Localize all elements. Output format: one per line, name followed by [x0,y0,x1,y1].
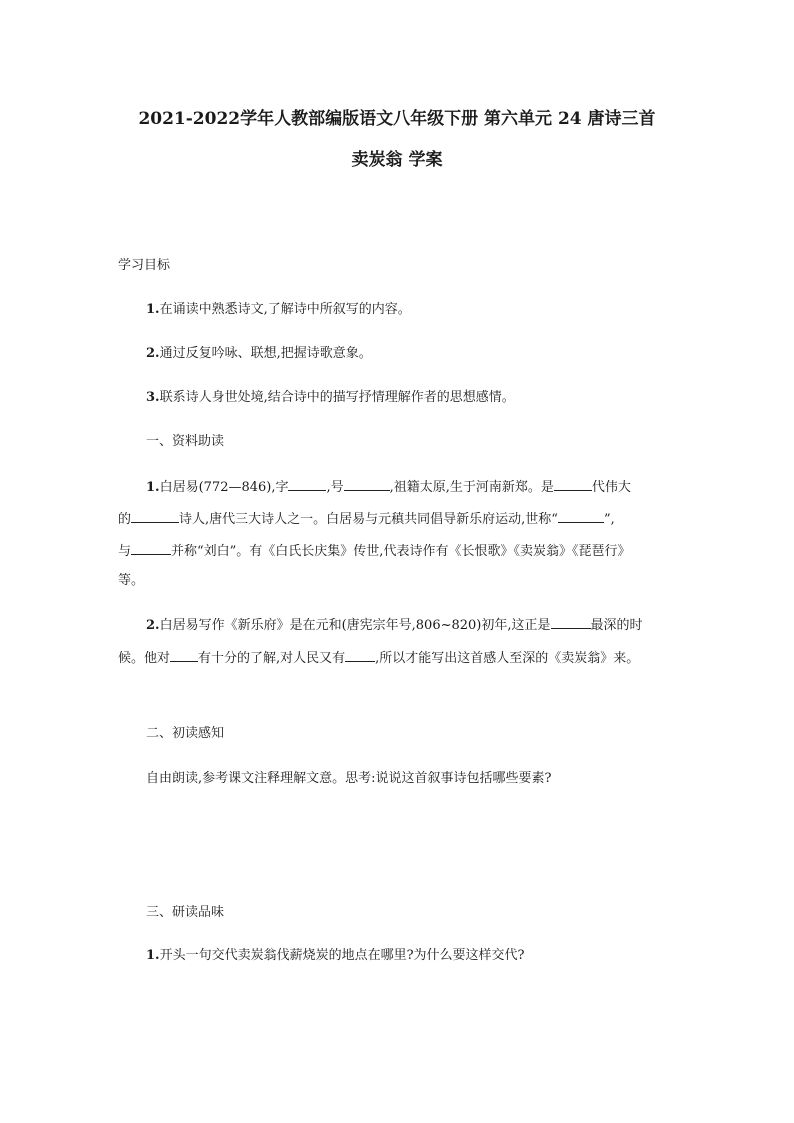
answer-blank[interactable] [344,477,390,491]
answer-blank[interactable] [345,648,375,662]
goals-heading: 学习目标 [118,258,171,273]
goal-item [146,388,680,408]
section-heading: 二、初读感知 [146,726,225,741]
goal-item [146,344,680,364]
question-text: 开头一句交代卖炭翁伐薪烧炭的地点在哪里?为什么要这样交代? [159,948,525,963]
question-line [146,477,680,498]
question-text: 最深的时 [590,618,643,633]
answer-blank[interactable] [558,509,604,523]
question-line: 等。 [118,573,145,588]
question-text: 白居易写作《新乐府》是在元和(唐宪宗年号,806~820)初年,这正是 [159,618,551,633]
document-subtitle: 卖炭翁 学案 [351,150,443,170]
item-text: 通过反复吟咏、联想,把握诗歌意象。 [159,346,372,361]
question-text: ,祖籍太原,生于河南新郑。是 [389,480,554,495]
answer-blank[interactable] [554,477,592,491]
answer-blank[interactable] [131,541,171,555]
item-number: 1. [146,480,160,495]
question-text: ,号 [326,480,344,495]
item-number: 3. [146,390,160,405]
question-text: 与 [118,544,132,559]
item-number: 2. [146,346,160,361]
answer-blank[interactable] [551,615,591,629]
item-number: 1. [146,302,160,317]
item-number: 1. [146,948,160,963]
item-text: 联系诗人身世处境,结合诗中的描写抒情理解作者的思想感情。 [159,390,515,405]
question-text: 有十分的了解,对人民又有 [198,651,346,666]
question-line [118,541,680,562]
question-line [146,946,680,966]
item-text: 在诵读中熟悉诗文,了解诗中所叙写的内容。 [159,302,411,317]
document-title: 2021-2022学年人教部编版语文八年级下册 第六单元 24 唐诗三首 [138,109,656,129]
question-line [146,615,680,636]
item-number: 2. [146,618,160,633]
question-text: ”, [603,512,615,527]
answer-blank[interactable] [288,477,326,491]
goal-item [146,300,680,320]
question-line [118,648,680,669]
question-text: 候。他对 [118,651,171,666]
question-text: ,所以才能写出这首感人至深的《卖炭翁》来。 [375,651,640,666]
question-line [118,509,680,530]
answer-blank[interactable] [131,509,179,523]
question-text: 的 [118,512,132,527]
section-heading: 三、研读品味 [146,905,225,920]
answer-blank[interactable] [170,648,198,662]
section-heading: 一、资料助读 [146,434,225,449]
question-text: 白居易(772—846),字 [159,480,289,495]
question-text: 诗人,唐代三大诗人之一。白居易与元稹共同倡导新乐府运动,世称“ [179,512,558,527]
question-text: 并称“刘白”。有《白氏长庆集》传世,代表诗作有《长恨歌》《卖炭翁》《琵琶行》 [171,544,631,559]
section-text: 自由朗读,参考课文注释理解文意。思考:说说这首叙事诗包括哪些要素? [146,771,552,786]
question-text: 代伟大 [591,480,631,495]
